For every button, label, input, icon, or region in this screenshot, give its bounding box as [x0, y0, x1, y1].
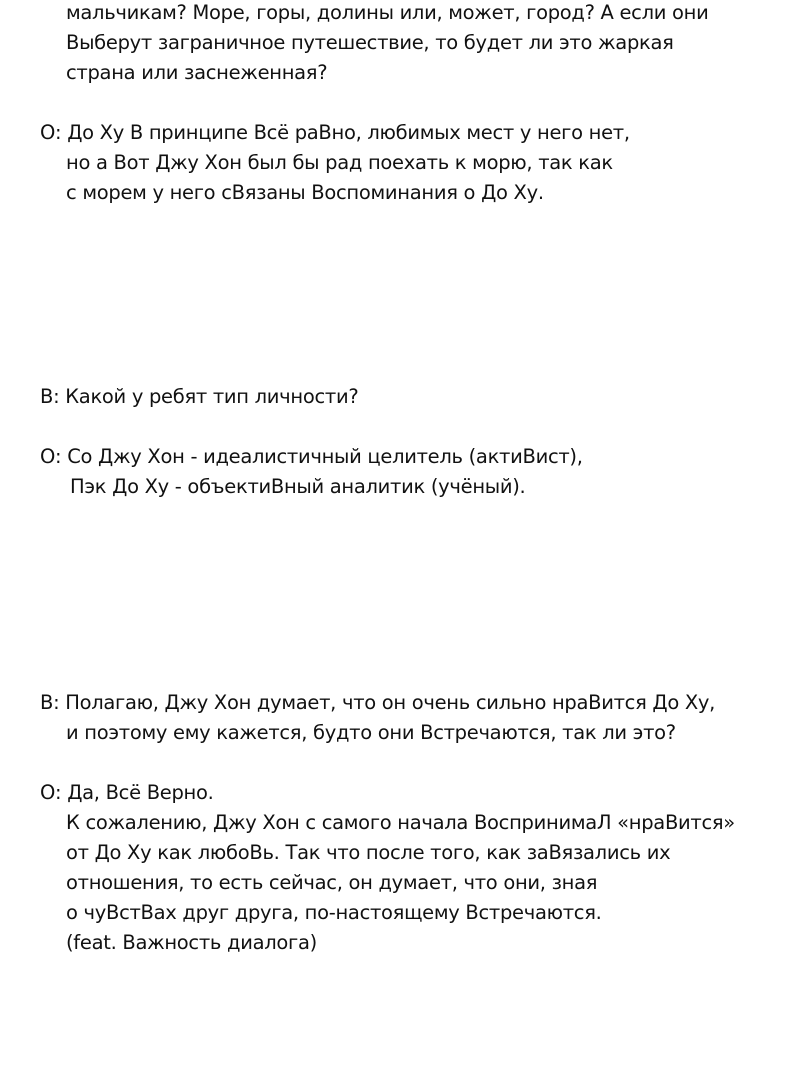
answer-line: О: Со Джу Хон - идеалистичный целитель (актиВист),	[40, 445, 583, 468]
answer-line: о чуВстВах друг друга, по-настоящему Встречаются.	[66, 901, 602, 924]
answer-line: отношения, то есть сейчас, он думает, что они, зная	[66, 871, 598, 894]
text-line: мальчикам? Море, горы, долины или, может, город? А если они	[66, 1, 709, 24]
answer-line: но а Вот Джу Хон был бы рад поехать к морю, так как	[66, 151, 613, 174]
answer-line: К сожалению, Джу Хон с самого начала ВоспринимаЛ «нраВится»	[66, 811, 735, 834]
question-line: и поэтому ему кажется, будто они Встречаются, так ли это?	[66, 721, 676, 744]
answer-line: Пэк До Ху - объектиВный аналитик (учёный).	[70, 475, 526, 498]
question-line: В: Какой у ребят тип личности?	[40, 385, 359, 408]
question-line: В: Полагаю, Джу Хон думает, что он очень сильно нраВится До Ху,	[40, 691, 716, 714]
answer-line: от До Ху как любоВь. Так что после того, как заВязались их	[66, 841, 671, 864]
answer-line: О: Да, Всё Верно.	[40, 781, 214, 804]
answer-line: О: До Ху В принципе Всё раВно, любимых мест у него нет,	[40, 121, 630, 144]
text-line: страна или заснеженная?	[66, 61, 328, 84]
answer-line: с морем у него сВязаны Воспоминания о До Ху.	[66, 181, 544, 204]
text-line: Выберут заграничное путешествие, то будет ли это жаркая	[66, 31, 674, 54]
answer-line: (feat. Важность диалога)	[66, 931, 317, 954]
